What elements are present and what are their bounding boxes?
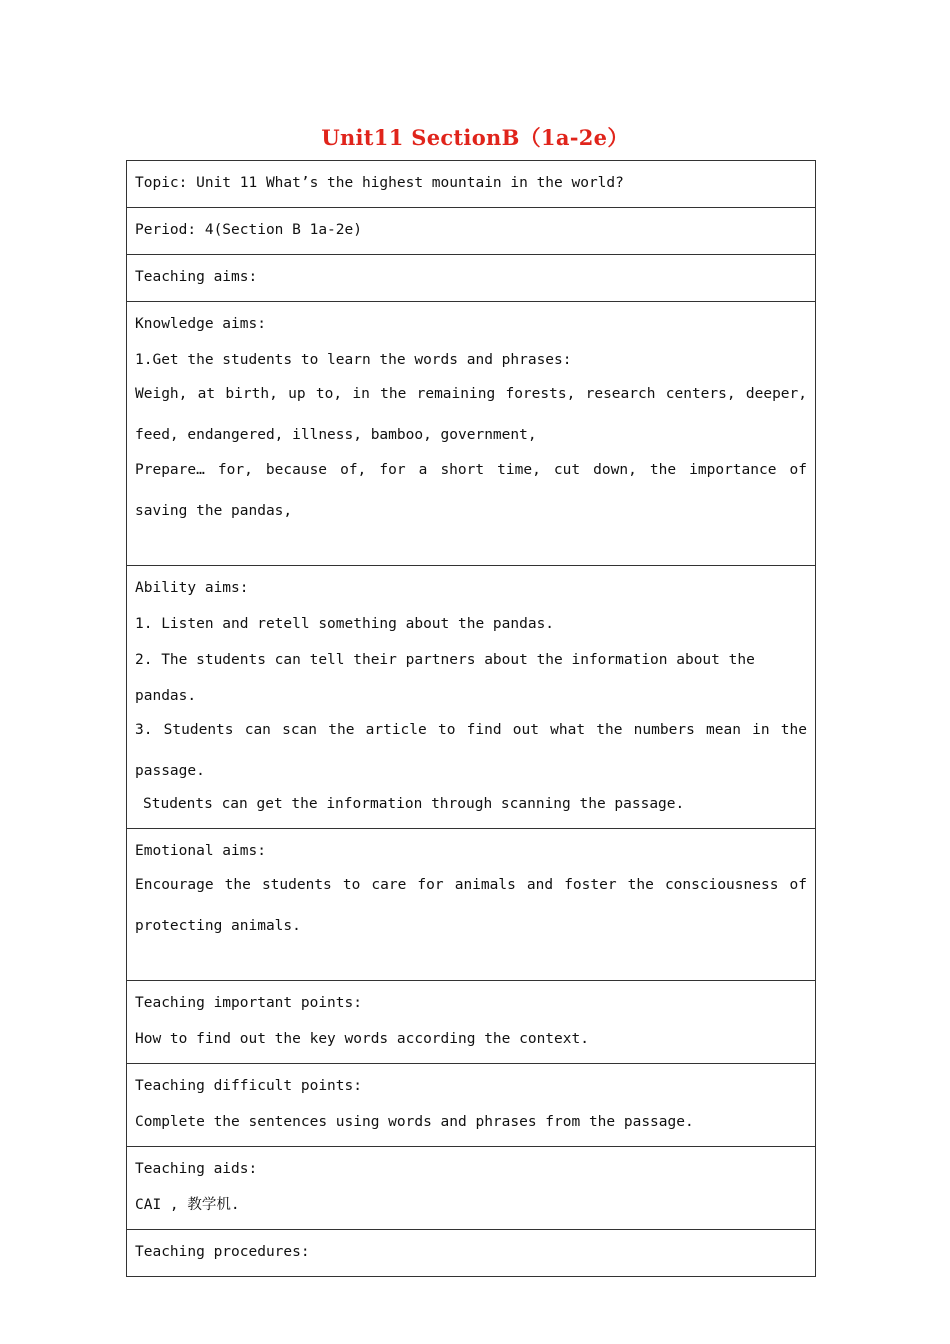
period-cell bbox=[127, 208, 816, 255]
ability-item-3: 3. Students can scan the article to find out what the numbers mean in the passage. bbox=[135, 722, 807, 779]
knowledge-words: Weigh, at birth, up to, in the remaining forests, research centers, deeper, feed, endangered, illness, bamboo, government, bbox=[135, 386, 807, 443]
teaching-aids-row bbox=[127, 1147, 816, 1230]
procedures-cell bbox=[127, 1230, 816, 1277]
emotional-aims-text: Encourage the students to care for animals and foster the consciousness of protecting animals. bbox=[135, 877, 807, 934]
teaching-aids-text: CAI , 教学机. bbox=[135, 1197, 240, 1213]
ability-aims-row bbox=[127, 566, 816, 829]
difficult-points-heading: Teaching difficult points: bbox=[135, 1078, 362, 1094]
teaching-aids-heading: Teaching aids: bbox=[135, 1161, 258, 1177]
emotional-aims-row bbox=[127, 829, 816, 981]
ability-item-1: 1. Listen and retell something about the pandas. bbox=[135, 616, 555, 632]
knowledge-phrases: Prepare… for, because of, for a short time, cut down, the importance of saving the pandas, bbox=[135, 462, 807, 519]
difficult-points-cell bbox=[127, 1064, 816, 1147]
knowledge-aims-heading: Knowledge aims: bbox=[135, 316, 266, 332]
document-title: Unit11 SectionB（1a-2e） bbox=[321, 125, 629, 150]
ability-aims-heading: Ability aims: bbox=[135, 580, 249, 596]
period-text: Period: 4(Section B 1a-2e) bbox=[135, 222, 362, 238]
difficult-points-row bbox=[127, 1064, 816, 1147]
topic-cell bbox=[127, 161, 816, 208]
knowledge-aims-row bbox=[127, 302, 816, 566]
emotional-aims-cell bbox=[127, 829, 816, 981]
ability-aims-cell bbox=[127, 566, 816, 829]
difficult-points-text: Complete the sentences using words and phrases from the passage. bbox=[135, 1114, 694, 1130]
procedures-heading: Teaching procedures: bbox=[135, 1244, 310, 1260]
knowledge-aims-cell bbox=[127, 302, 816, 566]
procedures-row bbox=[127, 1230, 816, 1277]
topic-text: Topic: Unit 11 What’s the highest mountain in the world? bbox=[135, 175, 624, 191]
important-points-cell bbox=[127, 981, 816, 1064]
topic-row bbox=[127, 161, 816, 208]
lesson-plan-table bbox=[126, 160, 816, 1277]
emotional-aims-heading: Emotional aims: bbox=[135, 843, 266, 859]
teaching-aims-cell bbox=[127, 255, 816, 302]
important-points-row bbox=[127, 981, 816, 1064]
ability-item-2: 2. The students can tell their partners about the information about the pandas. bbox=[135, 652, 755, 704]
important-points-text: How to find out the key words according the context. bbox=[135, 1031, 589, 1047]
important-points-heading: Teaching important points: bbox=[135, 995, 362, 1011]
knowledge-item-1: 1.Get the students to learn the words and phrases: bbox=[135, 352, 572, 368]
teaching-aids-cell bbox=[127, 1147, 816, 1230]
ability-item-4: Students can get the information through scanning the passage. bbox=[143, 796, 685, 812]
period-row bbox=[127, 208, 816, 255]
teaching-aims-heading: Teaching aims: bbox=[135, 269, 258, 285]
teaching-aims-row bbox=[127, 255, 816, 302]
